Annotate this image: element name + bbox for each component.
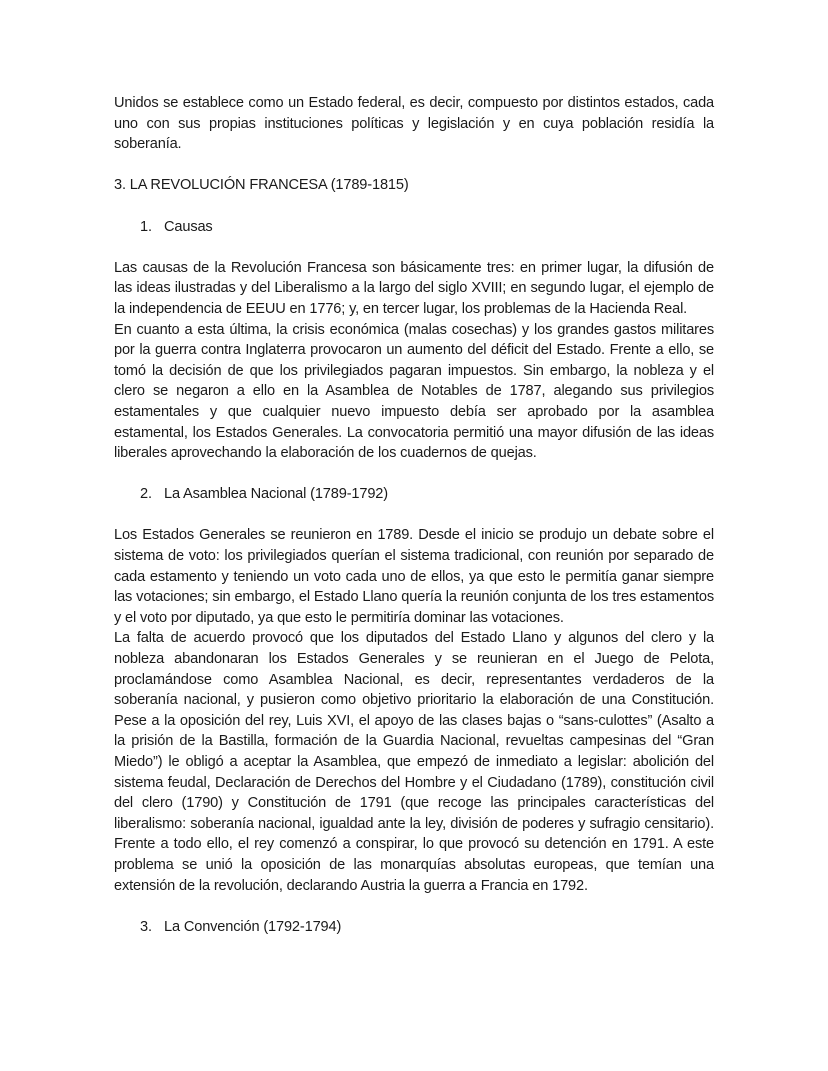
intro-paragraph: Unidos se establece como un Estado federal, es decir, compuesto por distintos estados, cada uno con sus propias instituciones políticas y legislación y en cuya población residía la soberanía. [114, 95, 714, 153]
subsection-title: La Convención (1792-1794) [164, 918, 342, 935]
paragraph: Las causas de la Revolución Francesa son básicamente tres: en primer lugar, la difusión de las ideas ilustradas y del Liberalismo a la largo del siglo XVIII; en segundo lugar, el ejemplo de la independencia de EEUU en 1776; y, en tercer lugar, los problemas de la Hacienda Real. [114, 259, 714, 317]
section-heading: 3. LA REVOLUCIÓN FRANCESA (1789-1815) [114, 177, 409, 194]
subsection-title: Causas [164, 218, 213, 235]
subsection-number: 1. [140, 218, 152, 235]
subsection-number: 2. [140, 486, 152, 503]
paragraph: En cuanto a esta última, la crisis económica (malas cosechas) y los grandes gastos militares por la guerra contra Inglaterra provocaron un aumento del déficit del Estado. Frente a ello, se tomó la decisión de que los privilegiados pagaran impuestos. Sin embargo, la nobleza y el clero se negaron a ello en la Asamblea de Notables de 1787, alegando sus privilegios estamentales y que cualquier nuevo impuesto debía ser aprobado por la asamblea estamental, los Estados Generales. La convocatoria permitió una mayor difusión de las ideas liberales aprovechando la elaboración de los cuadernos de quejas. [114, 321, 714, 462]
subsection-number: 3. [140, 918, 152, 935]
subsection-heading-asamblea-nacional [114, 484, 714, 505]
subsection-heading-convencion [114, 917, 714, 938]
document-page [114, 93, 714, 937]
paragraph: La falta de acuerdo provocó que los diputados del Estado Llano y algunos del clero y la nobleza abandonaran los Estados Generales y se reunieran en el Juego de Pelota, proclamándose como Asamblea Nacional, es decir, representantes verdaderos de la soberanía nacional, y pusieron como objetivo prioritario la elaboración de una Constitución. Pese a la oposición del rey, Luis XVI, el apoyo de las clases bajas o “sans-culottes” (Asalto a la prisión de la Bastilla, formación de la Guardia Nacional, revueltas campesinas del “Gran Miedo”) le obligó a aceptar la Asamblea, que empezó de inmediato a legislar: abolición del sistema feudal, Declaración de Derechos del Hombre y el Ciudadano (1789), constitución civil del clero (1790) y Constitución de 1791 (que recoge las principales características del liberalismo: soberanía nacional, igualdad ante la ley, división de poderes y sufragio censitario). Frente a todo ello, el rey comenzó a conspirar, lo que provocó su detención en 1791. A este problema se unió la oposición de las monarquías absolutas europeas, que temían una extensión de la revolución, declarando Austria la guerra a Francia en 1792. [114, 630, 714, 894]
subsection-title: La Asamblea Nacional (1789-1792) [164, 486, 388, 503]
paragraph: Los Estados Generales se reunieron en 1789. Desde el inicio se produjo un debate sobre el sistema de voto: los privilegiados querían el sistema tradicional, con reunión por separado de cada estamento y teniendo un voto cada uno de ellos, ya que esto le permitía ganar siempre las votaciones; sin embargo, el Estado Llano quería la reunión conjunta de los tres estamentos y el voto por diputado, ya que esto le permitiría dominar las votaciones. [114, 527, 714, 626]
subsection-heading-causas [114, 217, 714, 238]
